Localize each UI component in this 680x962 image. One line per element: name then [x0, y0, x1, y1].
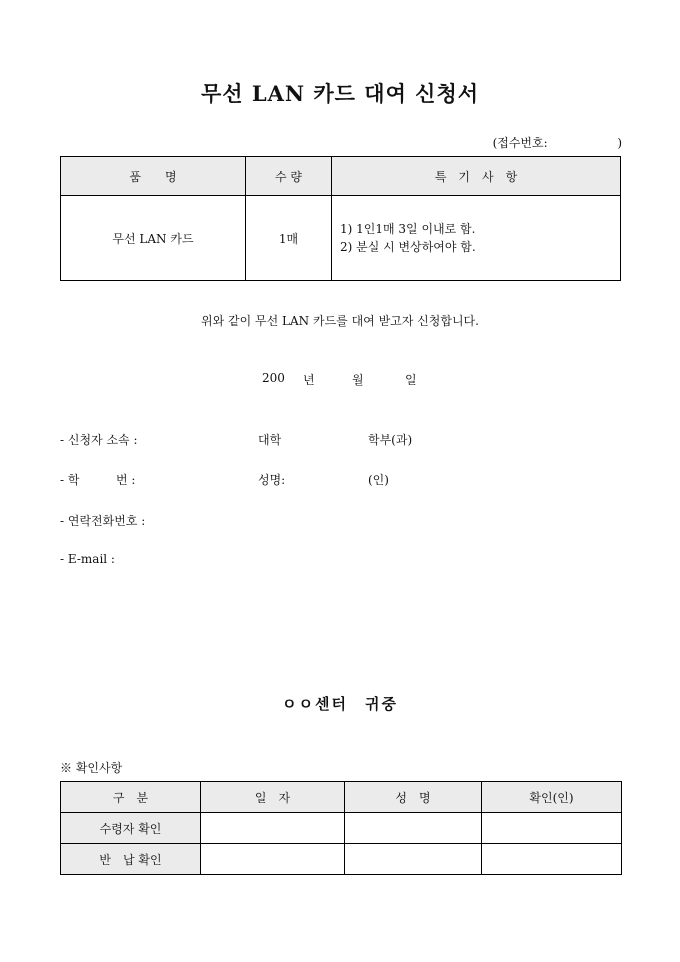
student-id-label-a: - 학 [60, 473, 80, 487]
date-year: 200 [262, 371, 285, 385]
phone-label: - 연락전화번호 : [60, 514, 146, 528]
row-label-return: 반 납 확인 [61, 844, 201, 875]
confirmation-note: ※ 확인사항 [60, 761, 123, 775]
email-label: - E-mail : [60, 552, 115, 566]
receipt-number-label: (접수번호: [492, 136, 548, 150]
note-line-2: 2) 분실 시 변상하여야 함. [340, 240, 476, 254]
header-quantity: 수 량 [246, 157, 332, 196]
request-statement: 위와 같이 무선 LAN 카드를 대여 받고자 신청합니다. [201, 314, 479, 328]
header-confirm: 확인(인) [482, 782, 622, 813]
table-row [61, 813, 622, 844]
receipt-number [493, 134, 622, 151]
header-name: 성 명 [345, 782, 482, 813]
date-year-unit: 년 [303, 373, 315, 387]
date-day-unit: 일 [405, 373, 417, 387]
notes-cell [332, 196, 621, 281]
header-category: 구 분 [61, 782, 201, 813]
table-row [61, 844, 622, 875]
seal-mark: (인) [368, 473, 389, 487]
blank-cell [482, 844, 622, 875]
item-table [60, 156, 621, 281]
form-title: 무선 LAN 카드 대여 신청서 [200, 81, 480, 106]
blank-cell [201, 844, 345, 875]
affiliation-label: - 신청자 소속 : [60, 433, 138, 447]
header-item-name: 품 명 [61, 157, 246, 196]
blank-cell [201, 813, 345, 844]
note-line-1: 1) 1인1매 3일 이내로 함. [340, 222, 476, 236]
addressee: ㅇㅇ센터 귀중 [282, 695, 398, 713]
quantity-cell: 1매 [246, 196, 332, 281]
row-label-receive: 수령자 확인 [61, 813, 201, 844]
blank-cell [345, 844, 482, 875]
header-notes: 특 기 사 항 [332, 157, 621, 196]
blank-cell [482, 813, 622, 844]
confirmation-table [60, 781, 622, 875]
student-id-label-b: 번 : [116, 473, 136, 487]
date-month-unit: 월 [352, 373, 364, 387]
item-name-cell: 무선 LAN 카드 [61, 196, 246, 281]
name-label: 성명: [258, 473, 286, 487]
department-unit: 학부(과) [368, 433, 413, 447]
college-unit: 대학 [258, 433, 282, 447]
receipt-number-close: ) [617, 136, 622, 150]
header-date: 일 자 [201, 782, 345, 813]
blank-cell [345, 813, 482, 844]
